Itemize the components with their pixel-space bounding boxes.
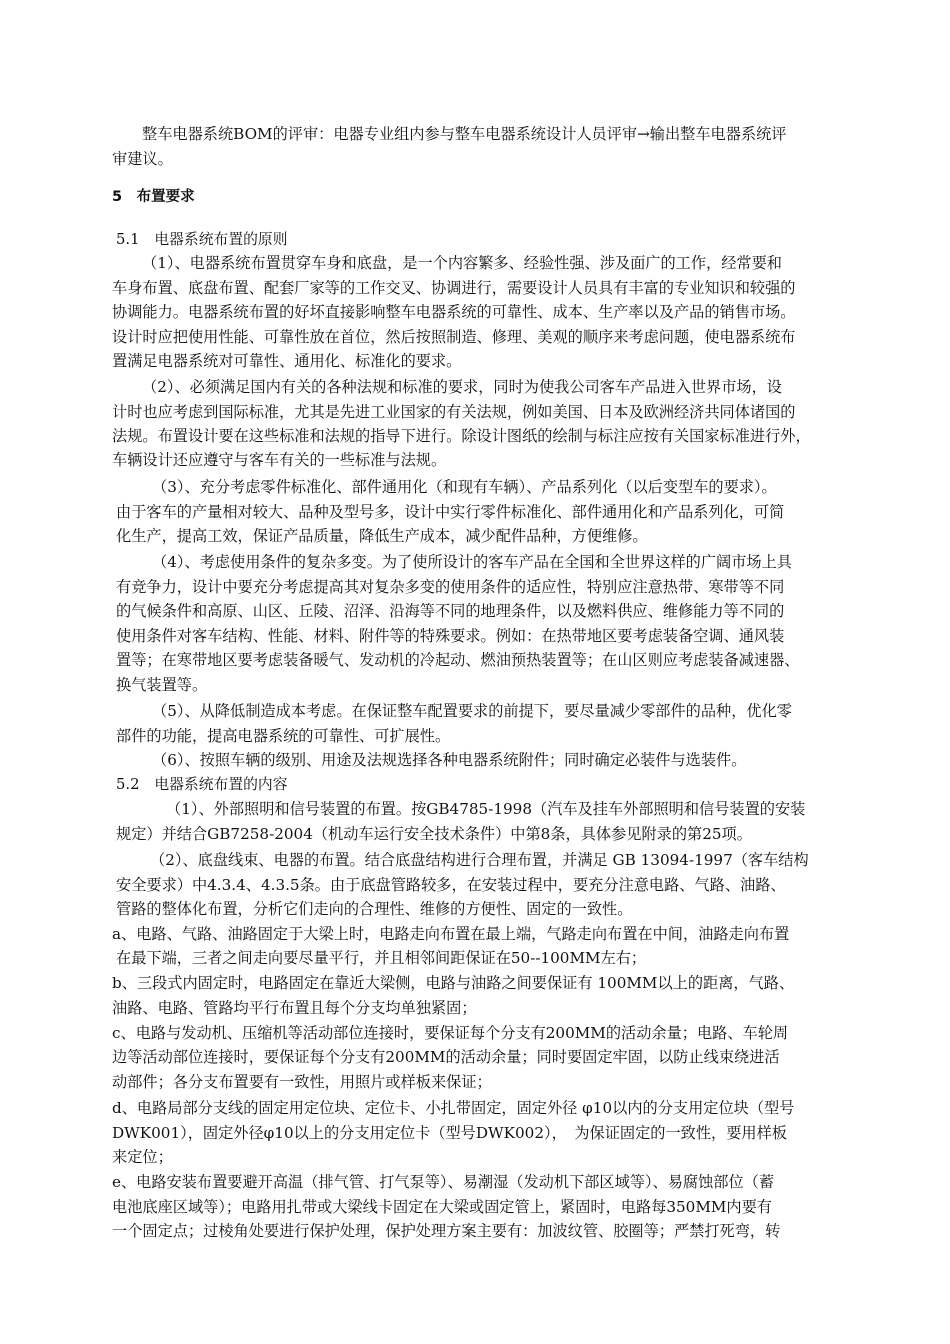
paragraph-line: 管路的整体化布置，分析它们走向的合理性、维修的方便性、固定的一致性。 <box>116 900 633 918</box>
list-item-d-cont: DWK001），固定外径φ10以上的分支用定位卡（型号DWK002）， 为保证固定的一致性，要用样板 <box>112 1124 787 1142</box>
paragraph-line: 设计时应把使用性能、可靠性放在首位，然后按照制造、修理、美观的顺序来考虑问题，使电器系统布 <box>112 328 796 346</box>
paragraph-line: （4）、考虑使用条件的复杂多变。为了使所设计的客车产品在全国和全世界这样的广阔市场上具 <box>152 553 792 571</box>
section-5-heading: 5 布置要求 <box>112 189 195 205</box>
bom-review-line-2: 审建议。 <box>112 150 173 168</box>
list-item-e: e、电路安装布置要避开高温（排气管、打气泵等）、易潮湿（发动机下部区域等）、易腐蚀部位（蓄 <box>112 1173 775 1191</box>
list-item-c-cont: 动部件；各分支布置要有一致性，用照片或样板来保证； <box>112 1073 492 1091</box>
list-item-c-cont: 边等活动部位连接时，要保证每个分支有200MM的活动余量；同时要固定牢固，以防止线束绕进活 <box>112 1048 780 1066</box>
paragraph-line: 计时也应考虑到国际标准，尤其是先进工业国家的有关法规，例如美国、日本及欧洲经济共同体诸国的 <box>112 403 796 421</box>
paragraph-line: 车身布置、底盘布置、配套厂家等的工作交叉、协调进行，需要设计人员具有丰富的专业知识和较强的 <box>112 279 796 297</box>
list-item-e-cont: 一个固定点；过棱角处要进行保护处理，保护处理方案主要有：加波纹管、胶圈等；严禁打死弯，转 <box>112 1222 781 1240</box>
paragraph-line: 的气候条件和高原、山区、丘陵、沼泽、沿海等不同的地理条件，以及燃料供应、维修能力等不同的 <box>116 602 785 620</box>
list-item-c: c、电路与发动机、压缩机等活动部位连接时，要保证每个分支有200MM的活动余量；电路、车轮周 <box>112 1024 789 1042</box>
paragraph-line: 协调能力。电器系统布置的好坏直接影响整车电器系统的可靠性、成本、生产率以及产品的销售市场。 <box>112 303 796 321</box>
paragraph-line: 置等；在寒带地区要考虑装备暖气、发动机的冷起动、燃油预热装置等；在山区则应考虑装备减速器、 <box>116 651 800 669</box>
paragraph-line: （6）、按照车辆的级别、用途及法规选择各种电器系统附件；同时确定必装件与选装件。 <box>152 751 747 769</box>
paragraph-line: 安全要求）中4.3.4、4.3.5条。由于底盘管路较多，在安装过程中，要充分注意电路、气路、油路、 <box>116 876 786 894</box>
list-item-d: d、电路局部分支线的固定用定位块、定位卡、小扎带固定，固定外径 φ10以内的分支用定位块（型号 <box>112 1099 795 1117</box>
paragraph-line: 部件的功能，提高电器系统的可靠性、可扩展性。 <box>116 727 451 745</box>
paragraph-line: （2）、必须满足国内有关的各种法规和标准的要求，同时为使我公司客车产品进入世界市场，设 <box>142 378 782 396</box>
paragraph-line: 规定）并结合GB7258-2004（机动车运行安全技术条件）中第8条，具体参见附录的第25项。 <box>116 825 752 843</box>
paragraph-line: （2）、底盘线束、电器的布置。结合底盘结构进行合理布置，并满足 GB 13094-1997（客车结构 <box>150 851 809 869</box>
list-item-b-cont: 油路、电路、管路均平行布置且每个分支均单独紧固； <box>112 999 477 1017</box>
paragraph-line: 换气装置等。 <box>116 676 208 694</box>
paragraph-line: （1）、电器系统布置贯穿车身和底盘，是一个内容繁多、经验性强、涉及面广的工作，经常要和 <box>142 254 782 272</box>
section-5-2-heading: 5.2 电器系统布置的内容 <box>116 776 288 793</box>
paragraph-line: 化生产，提高工效，保证产品质量，降低生产成本，减少配件品种，方便维修。 <box>116 527 648 545</box>
list-item-a-cont: 在最下端，三者之间走向要尽量平行，并且相邻间距保证在50--100MM左右； <box>116 949 647 967</box>
list-item-e-cont: 电池底座区域等）；电路用扎带或大梁线卡固定在大梁或固定管上，紧固时，电路每350MM内要有 <box>112 1198 772 1216</box>
list-item-a: a、电路、气路、油路固定于大梁上时，电路走向布置在最上端，气路走向布置在中间，油路走向布置 <box>112 925 790 943</box>
paragraph-line: 使用条件对客车结构、性能、材料、附件等的特殊要求。例如：在热带地区要考虑装备空调、通风装 <box>116 627 785 645</box>
paragraph-line: 车辆设计还应遵守与客车有关的一些标准与法规。 <box>112 451 447 469</box>
paragraph-line: 由于客车的产量相对较大、品种及型号多，设计中实行零件标准化、部件通用化和产品系列化，可简 <box>116 503 785 521</box>
list-item-d-cont: 来定位； <box>112 1148 173 1166</box>
list-item-b: b、三段式内固定时，电路固定在靠近大梁侧，电路与油路之间要保证有 100MM以上的距离，气路、 <box>112 974 795 992</box>
paragraph-line: 置满足电器系统对可靠性、通用化、标准化的要求。 <box>112 352 462 370</box>
paragraph-line: （5）、从降低制造成本考虑。在保证整车配置要求的前提下，要尽量减少零部件的品种，优化零 <box>152 702 792 720</box>
paragraph-line: 有竞争力，设计中要充分考虑提高其对复杂多变的使用条件的适应性，特别应注意热带、寒带等不同 <box>116 578 785 596</box>
section-5-1-heading: 5.1 电器系统布置的原则 <box>116 231 288 248</box>
paragraph-line: 法规。布置设计要在这些标准和法规的指导下进行。除设计图纸的绘制与标注应按有关国家标准进行外， <box>112 427 811 445</box>
paragraph-line: （1）、外部照明和信号装置的布置。按GB4785-1998（汽车及挂车外部照明和信号装置的安装 <box>166 800 806 818</box>
bom-review-line-1: 整车电器系统BOM的评审：电器专业组内参与整车电器系统设计人员评审→输出整车电器系统评 <box>142 125 787 143</box>
paragraph-line: （3）、充分考虑零件标准化、部件通用化（和现有车辆）、产品系列化（以后变型车的要求）。 <box>152 478 777 496</box>
